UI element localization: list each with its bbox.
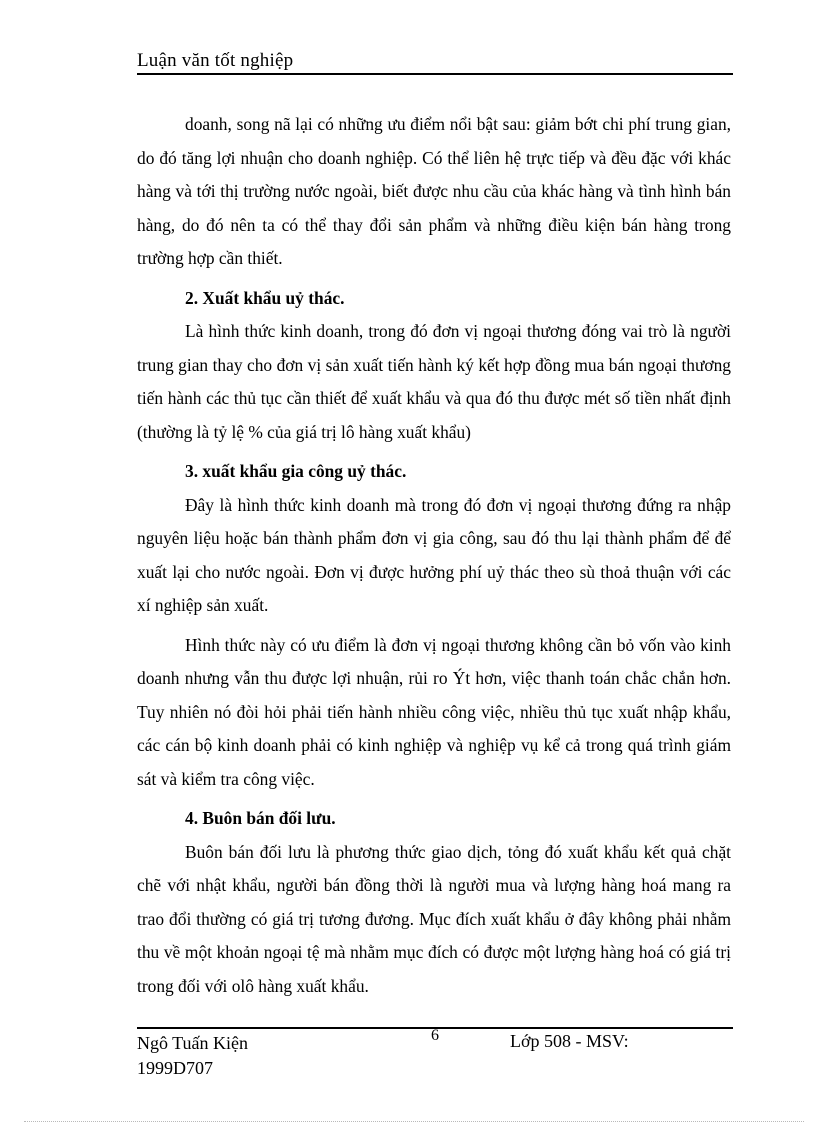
heading-processing-export: 3. xuất khẩu gia công uỷ thác.: [185, 461, 407, 481]
paragraph-processing-export: Đây là hình thức kinh doanh mà trong đó đơn vị ngoại thương đứng ra nhập nguyên liệu hoặc bán thành phẩm đơn vị gia công, sau đó thu lại thành phẩm để để xuất lại cho nước ngoài. Đơn vị được hưởng phí uỷ thác theo sù thoả thuận với các xí nghiệp sản xuất.: [137, 494, 731, 615]
page-bottom-border: [24, 1121, 804, 1122]
paragraph-processing-advantages: Hình thức này có ưu điểm là đơn vị ngoại thương không cần bỏ vốn vào kinh doanh nhưng vẫn thu được lợi nhuận, rủi ro Ýt hơn, việc thanh toán chắc chắn hơn. Tuy nhiên nó đòi hỏi phải tiến hành nhiều công việc, nhiều thủ tục xuất nhập khẩu, các cán bộ kinh doanh phải có kinh nghiệp và nghiệp vụ kể cả trong quá trình giám sát và kiểm tra công việc.: [137, 634, 731, 789]
footer-class-info: Lớp 508 - MSV:: [510, 1031, 629, 1051]
paragraph-direct-export: doanh, song nã lại có những ưu điểm nổi bật sau: giảm bớt chi phí trung gian, do đó tăng lợi nhuận cho doanh nghiệp. Có thể liên hệ trực tiếp và đều đặc với khác hàng và tới thị trường nước ngoài, biết được nhu cầu của khác hàng và tình hình bán hàng, do đó nên ta có thể thay đổi sản phẩm và những điều kiện bán hàng trong trường hợp cần thiết.: [137, 114, 731, 268]
page-number: 6: [431, 1027, 439, 1044]
heading-entrusted-export: 2. Xuất khẩu uỷ thác.: [185, 287, 345, 308]
paragraph-entrusted-export: Là hình thức kinh doanh, trong đó đơn vị ngoại thương đóng vai trò là người trung gian thay cho đơn vị sản xuất tiến hành ký kết hợp đồng mua bán ngoại thương tiến hành các thủ tục cần thiết để xuất khẩu và qua đó thu được mét số tiền nhất định (thường là tỷ lệ % của giá trị lô hàng xuất khẩu): [137, 321, 731, 442]
footer-author-block: [137, 1031, 248, 1081]
header-divider: [137, 73, 733, 75]
body-text: [137, 108, 731, 1003]
header-title: Luận văn tốt nghiệp: [137, 50, 294, 71]
heading-counter-trade: 4. Buôn bán đối lưu.: [185, 808, 336, 828]
paragraph-counter-trade: Buôn bán đối lưu là phương thức giao dịch, tỏng đó xuất khẩu kết quả chặt chẽ với nhật khẩu, người bán đồng thời là người mua và lượng hàng hoá mang ra trao đổi thường có giá trị tương đương. Mục đích xuất khẩu ở đây không phải nhằm thu về một khoản ngoại tệ mà nhằm mục đích có được một lượng hàng hoá có giá trị trong đối với olô hàng xuất khẩu.: [137, 841, 731, 996]
footer-author: Ngô Tuấn Kiện: [137, 1033, 249, 1053]
footer-student-id: 1999D707: [137, 1058, 213, 1078]
